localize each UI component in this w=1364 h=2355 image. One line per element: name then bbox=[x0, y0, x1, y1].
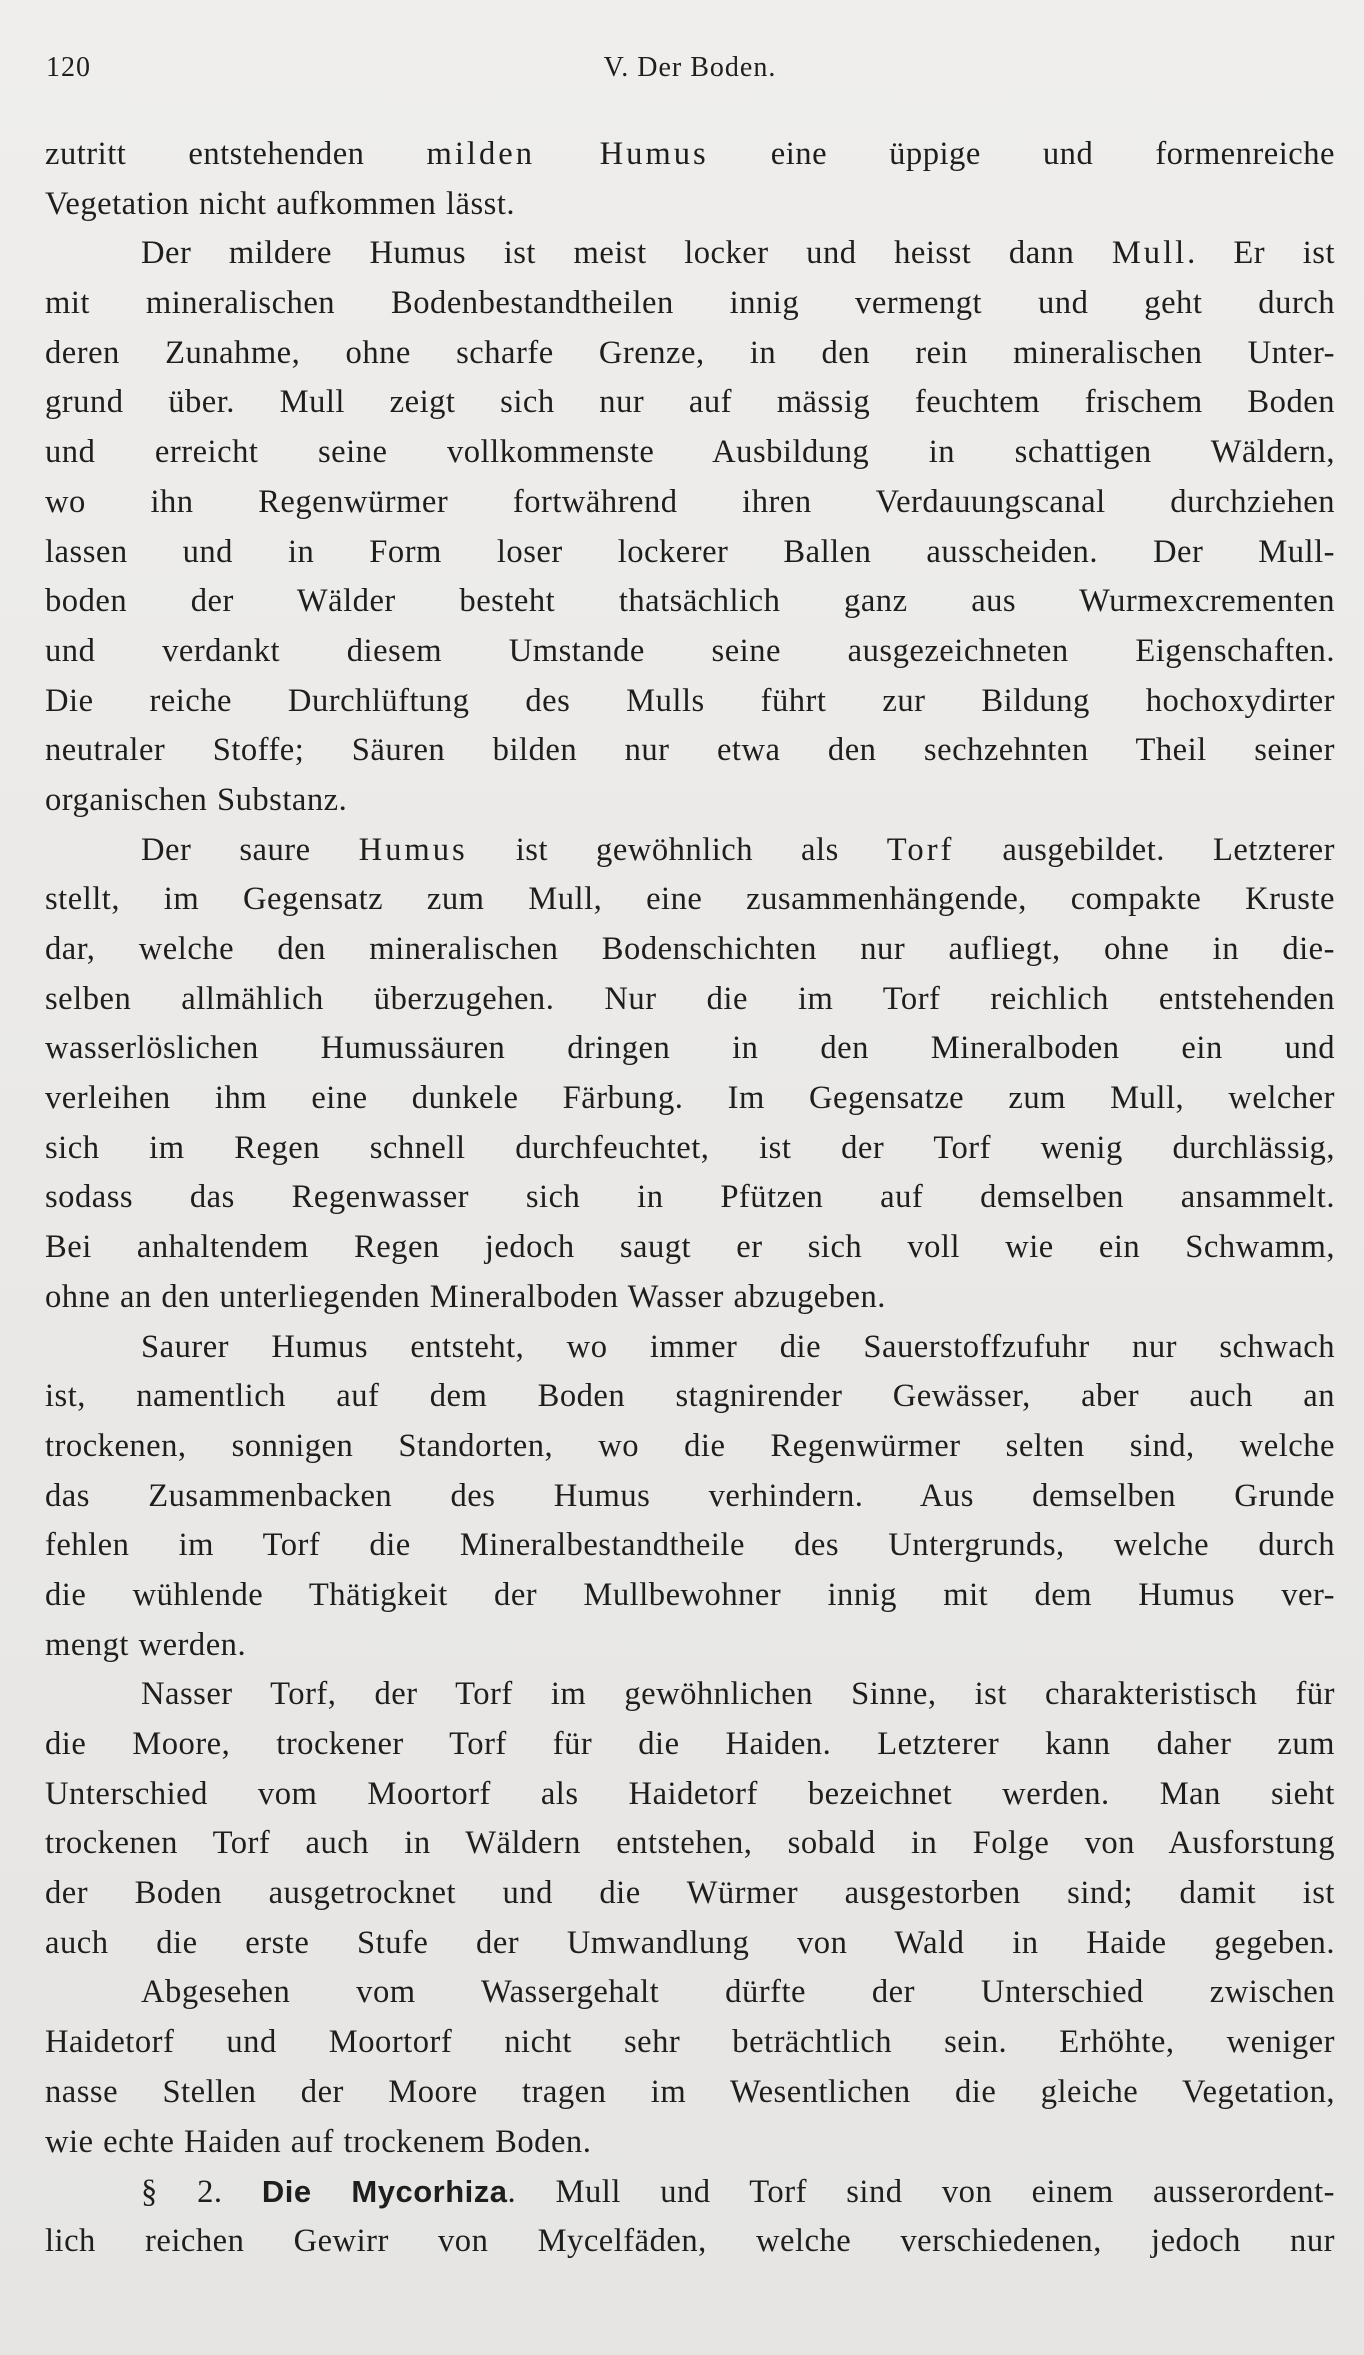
text-run: selben allmählich überzugehen. Nur die im Torf reichlich entstehenden bbox=[45, 980, 1335, 1017]
emphasized-term: Torf bbox=[886, 831, 955, 868]
text-run: wo ihn Regenwürmer fortwährend ihren Verdauungscanal durchziehen bbox=[45, 483, 1335, 520]
text-run: § 2. bbox=[141, 2174, 262, 2211]
text-run: sich im Regen schnell durchfeuchtet, ist der Torf wenig durchlässig, bbox=[45, 1129, 1335, 1166]
text-run: ist, namentlich auf dem Boden stagnirender Gewässer, aber auch an bbox=[45, 1378, 1335, 1415]
text-line bbox=[45, 378, 1335, 428]
text-run: boden der Wälder besteht thatsächlich ganz aus Wurmexcrementen bbox=[45, 583, 1335, 620]
text-line bbox=[45, 279, 1335, 329]
text-line bbox=[45, 2118, 1335, 2168]
text-line bbox=[45, 1968, 1335, 2018]
text-line bbox=[45, 1521, 1335, 1571]
text-run: wie echte Haiden auf trockenem Boden. bbox=[45, 2123, 592, 2160]
text-run: verleihen ihm eine dunkele Färbung. Im Gegensatze zum Mull, welcher bbox=[45, 1080, 1335, 1117]
text-run: Die reiche Durchlüftung des Mulls führt zur Bildung hochoxydirter bbox=[45, 682, 1335, 719]
running-head: V. Der Boden. bbox=[603, 52, 777, 83]
text-line bbox=[45, 1472, 1335, 1522]
text-line bbox=[45, 1124, 1335, 1174]
text-run: die Moore, trockener Torf für die Haiden. Letzterer kann daher zum bbox=[45, 1726, 1335, 1762]
text-run: Der saure bbox=[141, 831, 359, 868]
text-run: Haidetorf und Moortorf nicht sehr beträchtlich sein. Erhöhte, weniger bbox=[45, 2024, 1335, 2061]
text-run: Nasser Torf, der Torf im gewöhnlichen Sinne, ist charakteristisch für bbox=[141, 1676, 1335, 1713]
text-run: ausgebildet. Letzterer bbox=[954, 831, 1335, 868]
page-number: 120 bbox=[46, 52, 91, 83]
text-run: wasserlöslichen Humussäuren dringen in den Mineralboden ein und bbox=[45, 1030, 1335, 1067]
text-run: Unterschied vom Moortorf als Haidetorf bezeichnet werden. Man sieht bbox=[45, 1775, 1335, 1812]
text-run: ohne an den unterliegenden Mineralboden Wasser abzugeben. bbox=[45, 1278, 886, 1315]
text-run: das Zusammenbacken des Humus verhindern. Aus demselben Grunde bbox=[45, 1477, 1335, 1514]
text-line bbox=[45, 1372, 1335, 1422]
text-line bbox=[45, 677, 1335, 727]
text-line bbox=[45, 776, 1335, 826]
text-line bbox=[45, 2167, 1335, 2217]
text-line bbox=[45, 1670, 1335, 1720]
emphasized-term: Mull bbox=[1111, 235, 1188, 272]
text-line bbox=[45, 478, 1335, 528]
text-line bbox=[45, 1422, 1335, 1472]
text-run: Abgesehen vom Wassergehalt dürfte der Unterschied zwischen bbox=[141, 1974, 1335, 2011]
emphasized-term: Humus bbox=[358, 831, 468, 868]
text-line bbox=[45, 1323, 1335, 1373]
text-run: zutritt entstehenden bbox=[45, 136, 427, 172]
text-line bbox=[45, 2068, 1335, 2118]
text-line bbox=[45, 428, 1335, 478]
text-run: Saurer Humus entsteht, wo immer die Sauerstoffzufuhr nur schwach bbox=[141, 1328, 1335, 1365]
text-run: . Mull und Torf sind von einem ausserordent- bbox=[507, 2174, 1335, 2211]
text-run: nasse Stellen der Moore tragen im Wesentlichen die gleiche Vegetation, bbox=[45, 2073, 1335, 2110]
text-run: stellt, im Gegensatz zum Mull, eine zusammenhängende, compakte Kruste bbox=[45, 881, 1335, 918]
text-line bbox=[45, 1919, 1335, 1969]
text-line bbox=[45, 329, 1335, 379]
text-run: . Er ist bbox=[1187, 235, 1335, 272]
text-run: der Boden ausgetrocknet und die Würmer ausgestorben sind; damit ist bbox=[45, 1875, 1335, 1912]
text-run: trockenen, sonnigen Standorten, wo die Regenwürmer selten sind, welche bbox=[45, 1427, 1335, 1464]
text-run: fehlen im Torf die Mineralbestandtheile des Untergrunds, welche durch bbox=[45, 1527, 1335, 1564]
text-run: Bei anhaltendem Regen jedoch saugt er sich voll wie ein Schwamm, bbox=[45, 1229, 1335, 1266]
text-line bbox=[45, 1074, 1335, 1124]
text-line bbox=[45, 577, 1335, 627]
text-line bbox=[45, 1720, 1335, 1770]
text-line bbox=[45, 1819, 1335, 1869]
text-run: sodass das Regenwasser sich in Pfützen auf demselben ansammelt. bbox=[45, 1179, 1335, 1216]
text-line bbox=[45, 2217, 1335, 2267]
text-line bbox=[45, 925, 1335, 975]
section-heading: Die Mycorhiza bbox=[261, 2174, 508, 2210]
text-line bbox=[45, 826, 1335, 876]
text-line bbox=[45, 1024, 1335, 1074]
text-run: trockenen Torf auch in Wäldern entstehen, sobald in Folge von Ausforstung bbox=[45, 1825, 1335, 1862]
text-run: lich reichen Gewirr von Mycelfäden, welche verschiedenen, jedoch nur bbox=[45, 2222, 1335, 2259]
text-run: Vegetation nicht aufkommen lässt. bbox=[45, 185, 516, 222]
text-line bbox=[45, 180, 1335, 230]
text-line bbox=[45, 627, 1335, 677]
text-line bbox=[45, 2018, 1335, 2068]
text-line bbox=[45, 875, 1335, 925]
text-line bbox=[45, 1273, 1335, 1323]
text-line bbox=[45, 726, 1335, 776]
text-run: lassen und in Form loser lockerer Ballen ausscheiden. Der Mull- bbox=[45, 533, 1335, 570]
text-run: neutraler Stoffe; Säuren bilden nur etwa den sechzehnten Theil seiner bbox=[45, 732, 1335, 769]
text-run: und verdankt diesem Umstande seine ausgezeichneten Eigenschaften. bbox=[45, 632, 1335, 669]
text-line bbox=[45, 130, 1335, 180]
text-line bbox=[45, 1770, 1335, 1820]
text-run: ist gewöhnlich als bbox=[467, 831, 887, 868]
text-run: mengt werden. bbox=[45, 1626, 247, 1663]
emphasized-term: milden Humus bbox=[426, 136, 709, 172]
body-text bbox=[45, 130, 1335, 2267]
text-run: organischen Substanz. bbox=[45, 781, 348, 818]
text-line bbox=[45, 1223, 1335, 1273]
text-run: und erreicht seine vollkommenste Ausbildung in schattigen Wäldern, bbox=[45, 434, 1335, 471]
text-run: eine üppige und formenreiche bbox=[708, 136, 1335, 172]
text-run: dar, welche den mineralischen Bodenschichten nur aufliegt, ohne in die- bbox=[45, 931, 1335, 967]
text-run: die wühlende Thätigkeit der Mullbewohner innig mit dem Humus ver- bbox=[45, 1576, 1335, 1613]
text-line bbox=[45, 1173, 1335, 1223]
text-run: auch die erste Stufe der Umwandlung von Wald in Haide gegeben. bbox=[45, 1924, 1335, 1961]
text-line bbox=[45, 229, 1335, 279]
text-run: deren Zunahme, ohne scharfe Grenze, in den rein mineralischen Unter- bbox=[45, 334, 1335, 371]
text-run: Der mildere Humus ist meist locker und heisst dann bbox=[141, 235, 1112, 272]
page-header bbox=[46, 52, 1334, 92]
text-run: mit mineralischen Bodenbestandtheilen innig vermengt und geht durch bbox=[45, 285, 1335, 322]
text-line bbox=[45, 1621, 1335, 1671]
text-run: grund über. Mull zeigt sich nur auf mässig feuchtem frischem Boden bbox=[45, 384, 1335, 421]
text-line bbox=[45, 1869, 1335, 1919]
text-line bbox=[45, 975, 1335, 1025]
text-line bbox=[45, 1571, 1335, 1621]
text-line bbox=[45, 528, 1335, 578]
